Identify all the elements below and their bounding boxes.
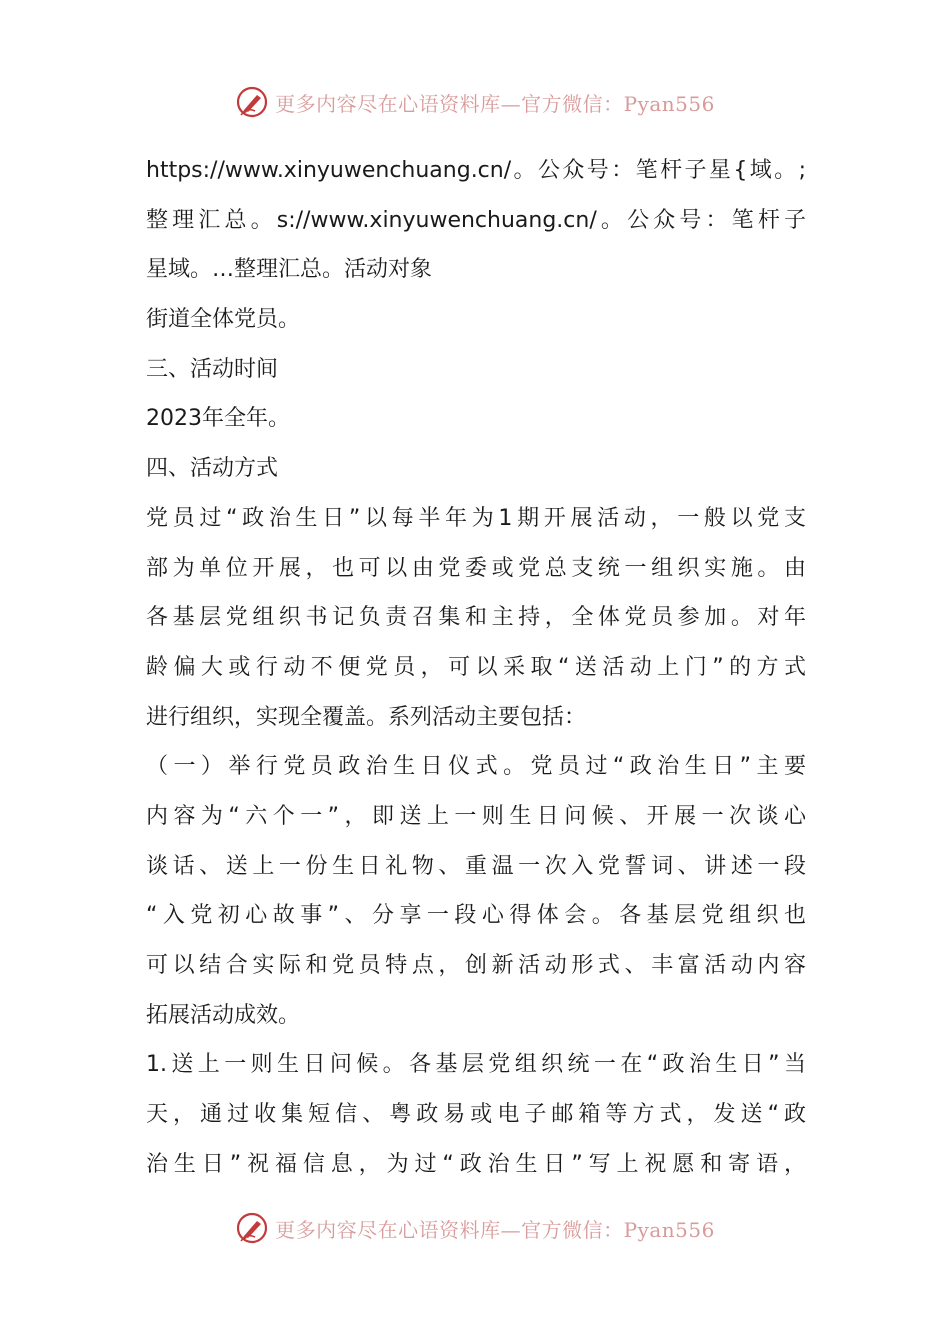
section-heading: 四、活动方式	[146, 456, 279, 482]
pen-logo-icon	[235, 1211, 269, 1245]
pen-logo-icon	[235, 85, 269, 119]
text-line: 拓展活动成效。	[146, 1002, 301, 1028]
text-line: 谈话、送上一份生日礼物、重温一次入党誓词、讲述一段	[146, 853, 806, 879]
text-line: 整理汇总。s://www.xinyuwenchuang.cn/。公众号：笔杆子	[146, 207, 806, 233]
watermark-text: 更多内容尽在心语资料库—官方微信：Pyan556	[275, 91, 715, 116]
text-line: 天，通过收集短信、粤政易或电子邮箱等方式，发送“政	[146, 1102, 806, 1128]
text-line: 治生日”祝福信息，为过“政治生日”写上祝愿和寄语，	[146, 1151, 806, 1177]
text-line: 内容为“六个一”，即送上一则生日问候、开展一次谈心	[146, 803, 806, 829]
text-line: 1.送上一则生日问候。各基层党组织统一在“政治生日”当	[146, 1052, 806, 1078]
text-line: 可以结合实际和党员特点，创新活动形式、丰富活动内容	[146, 953, 806, 978]
text-line: （一）举行党员政治生日仪式。党员过“政治生日”主要	[146, 754, 806, 780]
text-line: 龄偏大或行动不便党员，可以采取“送活动上门”的方式	[146, 654, 806, 680]
text-line: https://www.xinyuwenchuang.cn/。公众号：笔杆子星{域。;	[146, 158, 806, 183]
watermark-text: 更多内容尽在心语资料库—官方微信：Pyan556	[275, 1217, 715, 1242]
text-line: “入党初心故事”、分享一段心得体会。各基层党组织也	[146, 903, 806, 929]
footer-watermark	[0, 1208, 950, 1248]
text-line: 2023年全年。	[146, 406, 290, 432]
text-line: 党员过“政治生日”以每半年为1期开展活动，一般以党支	[146, 505, 806, 531]
header-watermark	[0, 82, 950, 122]
text-line: 各基层党组织书记负责召集和主持，全体党员参加。对年	[146, 605, 806, 631]
document-body	[146, 146, 806, 1189]
text-line: 星域。…整理汇总。活动对象	[146, 257, 433, 283]
section-heading: 三、活动时间	[146, 356, 279, 382]
text-line: 部为单位开展，也可以由党委或党总支统一组织实施。由	[146, 555, 806, 581]
text-line: 进行组织，实现全覆盖。系列活动主要包括：	[146, 704, 587, 730]
text-line: 街道全体党员。	[146, 307, 301, 333]
